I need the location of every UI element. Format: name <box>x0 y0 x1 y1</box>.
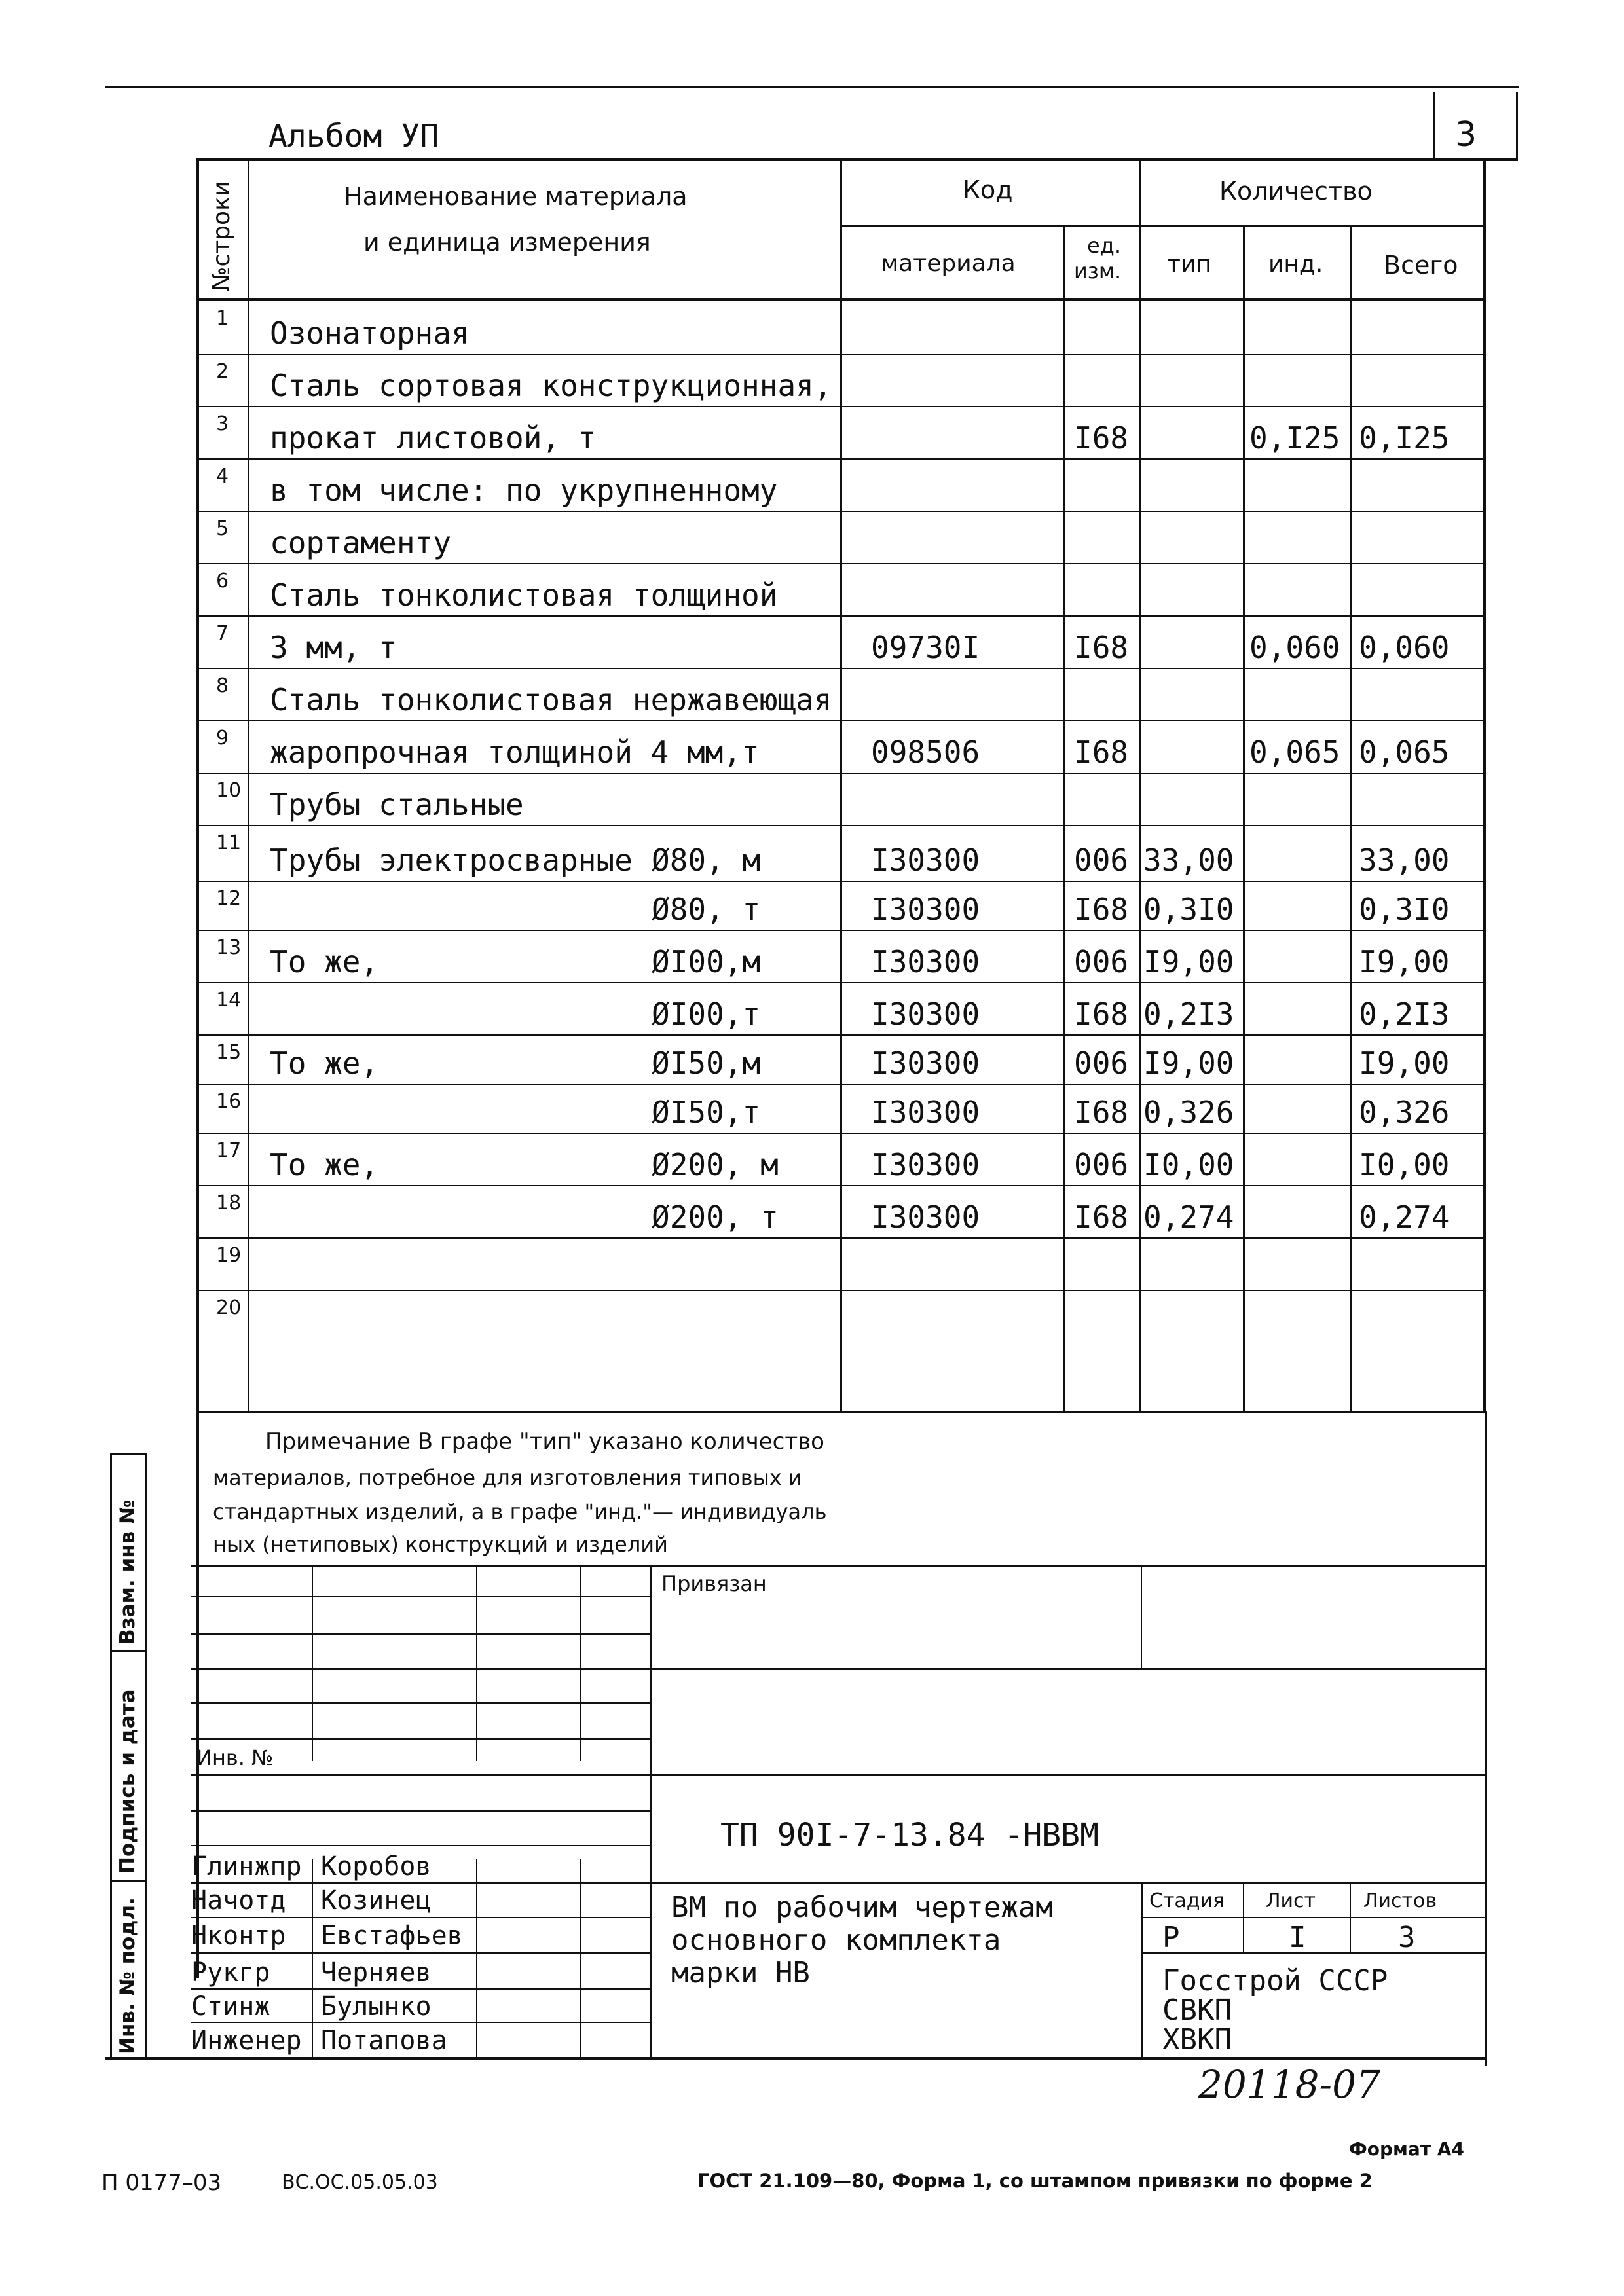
table-row-divider <box>196 982 1485 983</box>
sig-col-3b <box>580 1859 581 2059</box>
row-name: Сталь тонколистовая нержавеющая <box>270 682 832 718</box>
inv-no-label: Инв. № <box>196 1745 274 1770</box>
row-name: Сталь сортовая конструкционная, <box>270 368 832 403</box>
row-unit: I68 <box>1074 630 1129 665</box>
signer-role: Стинж <box>191 1992 270 2022</box>
row-tip: 0,326 <box>1143 1095 1234 1130</box>
side-label-inv-podl: Инв. № подл. <box>116 1897 139 2054</box>
header-row-number: №строки <box>208 181 235 291</box>
row-n: 9 <box>216 727 229 750</box>
stage-col-1 <box>1243 1882 1244 1953</box>
row-n: 14 <box>216 989 242 1011</box>
row-code: I30300 <box>871 1046 980 1081</box>
stage-row-1 <box>1141 1917 1485 1918</box>
row-n: 17 <box>216 1139 242 1162</box>
row-n: 8 <box>216 674 229 697</box>
row-n: 3 <box>216 412 229 435</box>
row-n: 13 <box>216 936 242 959</box>
stamp-top-line <box>191 1565 1486 1567</box>
row-name: в том числе: по укрупненному <box>270 473 778 508</box>
header-unit-line1: ед. <box>1087 233 1121 258</box>
sheet-number-box-right <box>1516 92 1518 159</box>
table-row-divider <box>196 825 1485 826</box>
row-n: 2 <box>216 360 229 383</box>
sig-row-7 <box>191 1810 650 1812</box>
side-strip-div2 <box>110 1880 147 1882</box>
signer-role: Глинжпр <box>191 1851 302 1882</box>
table-row-divider <box>196 458 1485 460</box>
row-n: 11 <box>216 831 242 854</box>
row-name: Сталь тонколистовая толщиной <box>270 577 778 613</box>
row-n: 7 <box>216 622 229 645</box>
row-total: I9,00 <box>1359 1046 1450 1081</box>
table-row-divider <box>196 615 1485 617</box>
table-row-divider <box>196 354 1485 355</box>
table-row-divider <box>196 1084 1485 1085</box>
sheets-value: 3 <box>1398 1921 1416 1954</box>
table-row-divider <box>196 1237 1485 1239</box>
sheet-number: 3 <box>1455 115 1477 155</box>
row-code: I30300 <box>871 892 980 927</box>
row-name: Озонаторная <box>270 316 470 351</box>
row-unit: 006 <box>1074 843 1129 878</box>
signer-name: Булынко <box>321 1992 432 2022</box>
sig-row-4 <box>191 1702 650 1704</box>
table-right-border <box>1483 158 1486 1411</box>
header-top-line <box>196 158 1518 161</box>
header-name-line2: и единица измерения <box>363 228 651 257</box>
row-name: Трубы электросварные <box>270 843 633 878</box>
row-unit: I68 <box>1074 420 1129 456</box>
sig-row-10 <box>191 1917 650 1918</box>
table-row-divider <box>196 1133 1485 1134</box>
stamp-privyazan-right <box>1141 1565 1142 1668</box>
sheet-label: Лист <box>1266 1889 1316 1912</box>
header-unit-line2: изм. <box>1074 259 1122 283</box>
row-total: 0,I25 <box>1359 420 1450 456</box>
row-name: Трубы стальные <box>270 787 524 822</box>
row-code: I30300 <box>871 1095 980 1130</box>
sig-row-6 <box>191 1774 1485 1776</box>
side-label-vzam: Взам. инв № <box>116 1499 139 1645</box>
row-tip: 0,274 <box>1143 1199 1234 1235</box>
row-total: 0,3I0 <box>1359 892 1450 927</box>
header-code: Код <box>963 175 1013 204</box>
signer-role: Рукгр <box>191 1958 270 1988</box>
row-unit: 006 <box>1074 1046 1129 1081</box>
signer-role: Начотд <box>191 1886 286 1916</box>
table-row-divider <box>196 1185 1485 1186</box>
row-n: 1 <box>216 307 229 330</box>
col-line-unit <box>1063 226 1065 1411</box>
row-total: 33,00 <box>1359 843 1450 878</box>
sig-col-1b <box>312 1859 313 2059</box>
header-type: тип <box>1167 251 1211 278</box>
table-row-divider <box>196 773 1485 774</box>
sig-row-12 <box>191 1988 650 1990</box>
note-line1: Примечание В графе "тип" указано количество <box>265 1429 824 1455</box>
table-row-divider <box>196 563 1485 564</box>
header-name-line1: Наименование материала <box>344 182 688 211</box>
row-size: Ø80, м <box>652 843 761 878</box>
org-line1: Госстрой СССР <box>1162 1964 1388 1997</box>
row-unit: I68 <box>1074 892 1129 927</box>
stamp-title-line1: ВМ по рабочим чертежам <box>671 1891 1053 1924</box>
album-title: Альбом УП <box>268 118 439 155</box>
col-line-code <box>840 158 842 1411</box>
col-line-rowno <box>248 158 249 1411</box>
document-code: ТП 90I-7-13.84 -НВВМ <box>720 1817 1099 1853</box>
signer-role: Инженер <box>191 2026 302 2056</box>
side-strip-outer <box>110 1453 112 2059</box>
row-tip: 0,2I3 <box>1143 996 1234 1032</box>
sig-row-3 <box>191 1668 1485 1670</box>
row-n: 18 <box>216 1192 242 1214</box>
footer-left1: П 0177–03 <box>101 2170 222 2196</box>
signer-name: Потапова <box>321 2026 447 2056</box>
row-n: 19 <box>216 1244 242 1267</box>
row-unit: 006 <box>1074 944 1129 979</box>
sig-row-1 <box>191 1596 650 1597</box>
table-row-divider <box>196 881 1485 882</box>
note-line2: материалов, потребное для изготовления типовых и <box>213 1465 802 1490</box>
row-tip: 33,00 <box>1143 843 1234 878</box>
row-size: ØI50,т <box>652 1095 761 1130</box>
row-size: Ø200, м <box>652 1147 779 1182</box>
signer-name: Евстафьев <box>321 1921 463 1951</box>
sheet-number-box-left <box>1433 92 1435 159</box>
stamp-right-border <box>1485 1411 1487 2066</box>
side-strip-top <box>110 1453 147 1455</box>
row-name: прокат листовой, т <box>270 420 597 456</box>
note-line3: стандартных изделий, а в графе "инд."— индивидуаль <box>213 1499 827 1524</box>
row-size: ØI00,т <box>652 996 761 1032</box>
row-unit: I68 <box>1074 996 1129 1032</box>
row-code: 098506 <box>871 735 980 770</box>
row-name: сортаменту <box>270 525 451 560</box>
row-total: 0,065 <box>1359 735 1450 770</box>
row-n: 10 <box>216 779 242 802</box>
row-ind: 0,065 <box>1249 735 1340 770</box>
sig-col-3a <box>580 1565 581 1761</box>
row-n: 15 <box>216 1041 242 1064</box>
row-name: 3 мм, т <box>270 630 397 665</box>
row-name: То же, <box>270 1046 379 1081</box>
signer-name: Козинец <box>321 1886 432 1916</box>
stamp-title-line2: основного комплекта <box>671 1923 1001 1957</box>
row-total: I9,00 <box>1359 944 1450 979</box>
row-code: I30300 <box>871 944 980 979</box>
side-strip-div1 <box>110 1650 147 1652</box>
row-ind: 0,060 <box>1249 630 1340 665</box>
row-n: 16 <box>216 1090 242 1113</box>
header-total: Всего <box>1384 251 1458 280</box>
row-unit: I68 <box>1074 735 1129 770</box>
top-border-line <box>105 86 1519 88</box>
privyazan-label: Привязан <box>661 1571 767 1596</box>
col-line-ind <box>1243 226 1245 1411</box>
row-unit: 006 <box>1074 1147 1129 1182</box>
stamp-stage-left <box>1141 1882 1143 2059</box>
handwritten-number: 20118-07 <box>1198 2062 1380 2107</box>
row-size: Ø80, т <box>652 892 761 927</box>
row-name: То же, <box>270 1147 379 1182</box>
sig-row-13 <box>191 2022 650 2023</box>
stage-col-2 <box>1350 1882 1351 1953</box>
table-row-divider <box>196 511 1485 512</box>
table-bottom-line <box>196 1411 1487 1413</box>
row-code: I30300 <box>871 843 980 878</box>
col-line-qty <box>1139 158 1141 1411</box>
row-unit: I68 <box>1074 1095 1129 1130</box>
row-n: 5 <box>216 517 229 540</box>
row-name: То же, <box>270 944 379 979</box>
table-left-border <box>196 158 199 1978</box>
side-strip-inner <box>145 1453 147 2059</box>
org-line2: СВКП <box>1162 1994 1232 2027</box>
signer-name: Коробов <box>321 1851 432 1882</box>
row-code: I30300 <box>871 1147 980 1182</box>
row-code: I30300 <box>871 996 980 1032</box>
row-code: I30300 <box>871 1199 980 1235</box>
table-row-divider <box>196 930 1485 931</box>
stage-row-2 <box>1141 1952 1485 1954</box>
org-line3: ХВКП <box>1162 2023 1232 2056</box>
row-tip: 0,3I0 <box>1143 892 1234 927</box>
row-unit: I68 <box>1074 1199 1129 1235</box>
sig-row-2 <box>191 1633 650 1635</box>
stamp-title-line3: марки НВ <box>671 1956 810 1990</box>
row-total: 0,326 <box>1359 1095 1450 1130</box>
row-total: 0,2I3 <box>1359 996 1450 1032</box>
row-name: жаропрочная толщиной 4 мм,т <box>270 735 760 770</box>
sheet-value: I <box>1289 1921 1306 1954</box>
sig-row-9 <box>191 1882 1485 1884</box>
row-total: 0,274 <box>1359 1199 1450 1235</box>
sig-row-5 <box>191 1738 650 1740</box>
header-ind: инд. <box>1268 251 1323 278</box>
table-row-divider <box>196 406 1485 407</box>
row-total: 0,060 <box>1359 630 1450 665</box>
row-total: I0,00 <box>1359 1147 1450 1182</box>
row-tip: I9,00 <box>1143 1046 1234 1081</box>
row-tip: I0,00 <box>1143 1147 1234 1182</box>
header-sub-line <box>840 225 1485 227</box>
footer-gost: ГОСТ 21.109—80, Форма 1, со штампом привязки по форме 2 <box>697 2170 1373 2192</box>
signer-role: Нконтр <box>191 1921 286 1951</box>
stamp-main-left <box>650 1565 652 2059</box>
row-n: 4 <box>216 465 229 488</box>
stage-value: Р <box>1162 1921 1180 1954</box>
table-row-divider <box>196 1034 1485 1036</box>
table-row-divider <box>196 720 1485 721</box>
row-n: 20 <box>216 1296 242 1319</box>
sheets-label: Листов <box>1363 1889 1437 1912</box>
footer-left2: ВС.ОС.05.05.03 <box>282 2171 438 2194</box>
row-code: 09730I <box>871 630 980 665</box>
row-n: 6 <box>216 570 229 592</box>
stage-label: Стадия <box>1149 1889 1225 1912</box>
row-n: 12 <box>216 887 242 910</box>
side-label-podpis: Подпись и дата <box>116 1689 139 1874</box>
signer-name: Черняев <box>321 1958 432 1988</box>
sig-col-2b <box>476 1859 477 2059</box>
header-quantity: Количество <box>1219 177 1373 206</box>
sig-col-2a <box>476 1565 477 1761</box>
row-size: ØI00,м <box>652 944 761 979</box>
row-ind: 0,I25 <box>1249 420 1340 456</box>
format-label: Формат А4 <box>1349 2138 1464 2160</box>
header-bottom-line <box>196 298 1485 301</box>
sig-row-8 <box>191 1845 650 1846</box>
row-size: ØI50,м <box>652 1046 761 1081</box>
sig-row-11 <box>191 1952 650 1954</box>
table-row-divider <box>196 1290 1485 1291</box>
row-size: Ø200, т <box>652 1199 779 1235</box>
note-line4: ных (нетиповых) конструкций и изделий <box>213 1532 668 1557</box>
sig-col-1a <box>312 1565 313 1761</box>
table-row-divider <box>196 668 1485 669</box>
col-line-total <box>1350 226 1352 1411</box>
header-material: материала <box>881 250 1016 277</box>
row-tip: I9,00 <box>1143 944 1234 979</box>
